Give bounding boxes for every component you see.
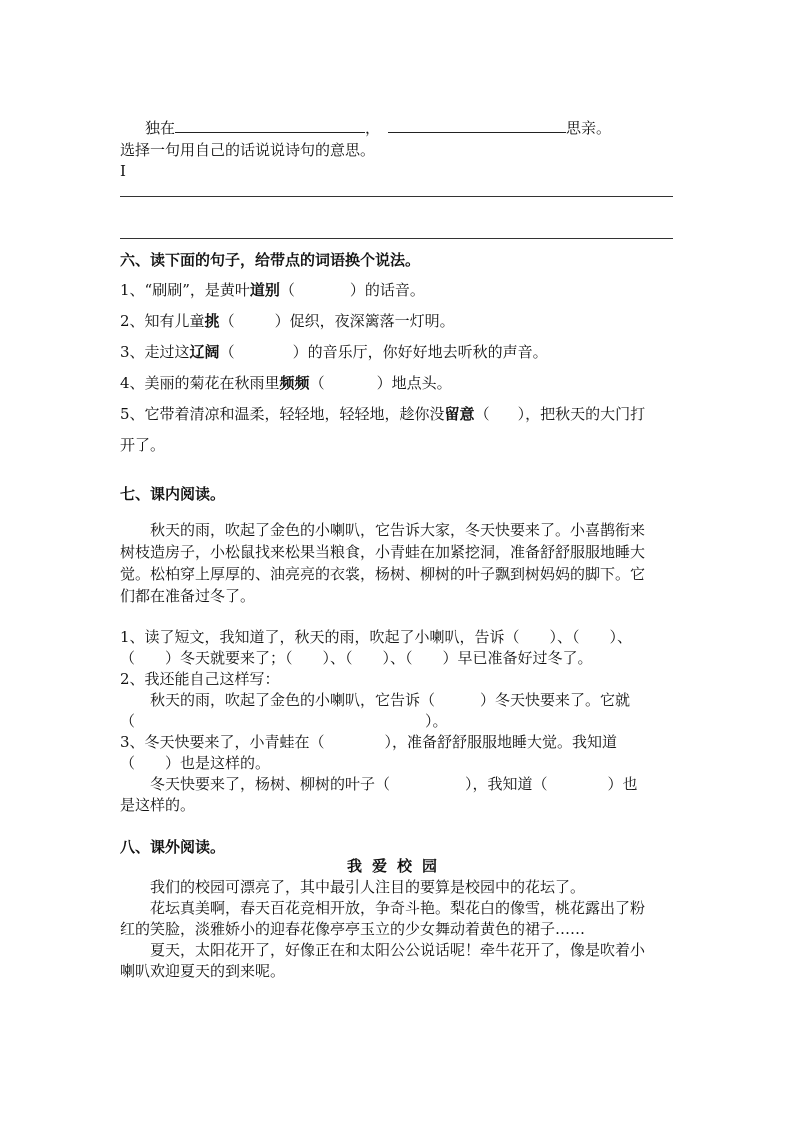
article-line: 红的笑脸，淡雅娇小的迎春花像亭亭玉立的少女舞动着黄色的裙子…… [120, 920, 586, 938]
s7-q3-line-3: 冬天快要来了，杨树、柳树的叶子（ ），我知道（ ）也 [150, 775, 638, 793]
s7-q2-line-2: （ ）。 [120, 712, 448, 730]
article-title: 我爱校园 [346, 857, 447, 875]
article-line: 喇叭欢迎夏天的到来呢。 [120, 962, 286, 980]
s7-q3-line-2: （ ）也是这样的。 [120, 754, 271, 772]
section-6-heading: 六、读下面的句子，给带点的词语换个说法。 [120, 251, 421, 269]
s7-q3-line-1: 3、冬天快要来了，小青蛙在（ ），准备舒舒服服地睡大觉。我知道 [120, 733, 618, 751]
s6-item-5-cont: 开了。 [120, 436, 166, 454]
text-cursor: I [120, 162, 126, 180]
passage-line: 们都在准备过冬了。 [120, 587, 256, 605]
s6-item-5: 5、它带着清凉和温柔，轻轻地，轻轻地，趁你没留意（ ），把秋天的大门打 [120, 405, 646, 423]
poem-fill-line: 独在 ， 思亲。 [145, 119, 612, 137]
s7-q2-line-1: 秋天的雨，吹起了金色的小喇叭，它告诉（ ）冬天快要来了。它就 [150, 691, 631, 709]
dotted-word: 挑 [204, 312, 220, 330]
dotted-word: 频频 [279, 374, 310, 392]
passage-line: 觉。松柏穿上厚厚的、油亮亮的衣裳，杨树、柳树的叶子飘到树妈妈的脚下。它 [120, 565, 646, 583]
s7-q1-line-2: （ ）冬天就要来了；（ ）、（ ）、（ ）早已准备好过冬了。 [120, 649, 593, 667]
section-8-heading: 八、课外阅读。 [120, 838, 226, 856]
s7-q1-line-1: 1、读了短文，我知道了，秋天的雨，吹起了小喇叭，告诉（ ）、（ ）、 [120, 628, 633, 646]
s6-item-1: 1、“刷刷”，是黄叶道别（ ）的话音。 [120, 281, 425, 299]
dotted-word: 留意 [444, 405, 475, 423]
dotted-word: 辽阔 [189, 343, 220, 361]
s7-q3-line-4: 是这样的。 [120, 796, 196, 814]
article-line: 花坛真美啊，春天百花竞相开放，争奇斗艳。梨花白的像雪，桃花露出了粉 [150, 899, 646, 917]
dotted-word: 道别 [249, 281, 280, 299]
poem-blank-1[interactable] [175, 118, 365, 133]
answer-line-2[interactable] [120, 238, 673, 239]
passage-line: 秋天的雨，吹起了金色的小喇叭，它告诉大家，冬天快要来了。小喜鹊衔来 [150, 521, 646, 539]
s6-item-2: 2、知有儿童挑（ ）促织，夜深篱落一灯明。 [120, 312, 455, 330]
poem-prefix: 独在 [145, 119, 176, 137]
s7-q2: 2、我还能自己这样写： [120, 670, 280, 688]
s6-item-3: 3、走过这辽阔（ ）的音乐厅，你好好地去听秋的声音。 [120, 343, 548, 361]
poem-blank-2[interactable] [388, 118, 566, 133]
answer-line-1[interactable] [120, 196, 673, 197]
section-7-heading: 七、课内阅读。 [120, 485, 226, 503]
s6-item-4: 4、美丽的菊花在秋雨里频频（ ）地点头。 [120, 374, 452, 392]
article-line: 夏天，太阳花开了，好像正在和太阳公公说话呢！牵牛花开了，像是吹着小 [150, 941, 646, 959]
poem-instruction: 选择一句用自己的话说说诗句的意思。 [120, 141, 376, 159]
passage-line: 树枝造房子，小松鼠找来松果当粮食，小青蛙在加紧挖洞，准备舒舒服服地睡大 [120, 543, 646, 561]
article-line: 我们的校园可漂亮了，其中最引人注目的要算是校园中的花坛了。 [150, 878, 586, 896]
